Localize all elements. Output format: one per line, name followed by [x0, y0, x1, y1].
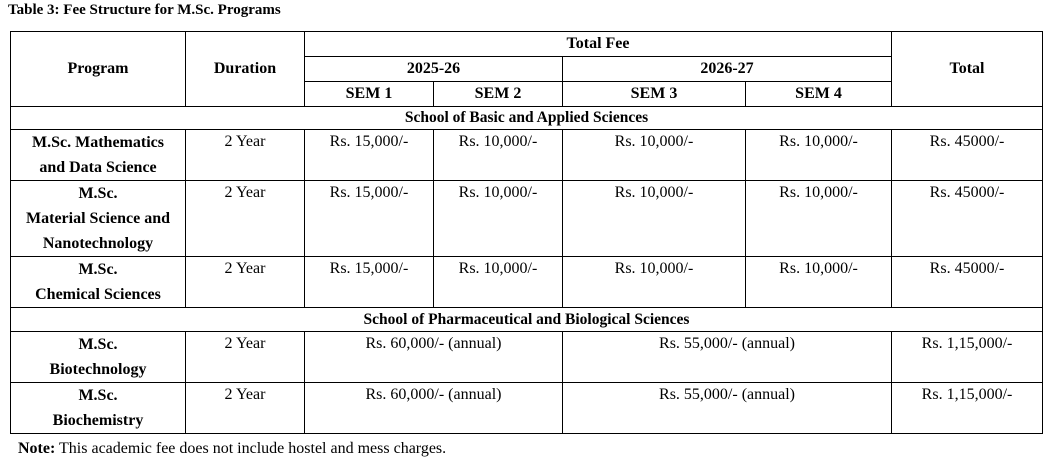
sem1-fee-cell: Rs. 15,000/- — [305, 130, 434, 181]
sem2-fee-cell: Rs. 10,000/- — [434, 257, 563, 308]
program-cell — [11, 383, 186, 434]
section-row — [11, 107, 1043, 130]
sem1-fee-cell: Rs. 15,000/- — [305, 257, 434, 308]
year2-fee-cell: Rs. 55,000/- (annual) — [563, 383, 892, 434]
total-fee-cell: Rs. 45000/- — [892, 130, 1043, 181]
total-fee-cell: Rs. 1,15,000/- — [892, 383, 1043, 434]
year2-fee-cell: Rs. 55,000/- (annual) — [563, 332, 892, 383]
program-name-line: Chemical Sciences — [35, 286, 161, 303]
duration-cell: 2 Year — [186, 383, 305, 434]
program-name-line: Material Science and — [26, 210, 170, 227]
program-cell — [11, 130, 186, 181]
total-fee-cell: Rs. 45000/- — [892, 181, 1043, 257]
program-name-line: Nanotechnology — [42, 235, 154, 252]
header-program: Program — [11, 32, 186, 107]
total-fee-cell: Rs. 1,15,000/- — [892, 332, 1043, 383]
sem2-fee-cell: Rs. 10,000/- — [434, 181, 563, 257]
program-name-line: M.Sc. Mathematics — [32, 134, 164, 151]
program-cell — [11, 257, 186, 308]
sem4-fee-cell: Rs. 10,000/- — [746, 130, 892, 181]
year1-fee-cell: Rs. 60,000/- (annual) — [305, 332, 563, 383]
sem3-fee-cell: Rs. 10,000/- — [563, 130, 746, 181]
program-cell — [11, 332, 186, 383]
header-sem2: SEM 2 — [434, 82, 563, 107]
program-name-line: and Data Science — [39, 159, 157, 176]
table-row — [11, 130, 1043, 181]
year1-fee-cell: Rs. 60,000/- (annual) — [305, 383, 563, 434]
program-name-line: M.Sc. — [78, 261, 118, 278]
duration-cell: 2 Year — [186, 130, 305, 181]
sem4-fee-cell: Rs. 10,000/- — [746, 257, 892, 308]
header-sem4: SEM 4 — [746, 82, 892, 107]
section-title-basic-applied: School of Basic and Applied Sciences — [11, 107, 1043, 130]
header-duration: Duration — [186, 32, 305, 107]
program-cell — [11, 181, 186, 257]
header-sem3: SEM 3 — [563, 82, 746, 107]
sem1-fee-cell: Rs. 15,000/- — [305, 181, 434, 257]
sem2-fee-cell: Rs. 10,000/- — [434, 130, 563, 181]
program-name-line: M.Sc. — [78, 336, 118, 353]
duration-cell: 2 Year — [186, 332, 305, 383]
header-year-2026-27: 2026-27 — [563, 57, 892, 82]
section-title-pharma-bio: School of Pharmaceutical and Biological Sciences — [11, 308, 1043, 332]
table-row — [11, 181, 1043, 257]
duration-cell: 2 Year — [186, 181, 305, 257]
table-row — [11, 257, 1043, 308]
program-name-line: M.Sc. — [78, 185, 118, 202]
note-label: Note: — [18, 440, 56, 457]
table-row — [11, 332, 1043, 383]
program-name-line: Biotechnology — [49, 361, 147, 378]
total-fee-cell: Rs. 45000/- — [892, 257, 1043, 308]
section-row — [11, 308, 1043, 332]
program-name-line: Biochemistry — [52, 412, 144, 429]
note-text: This academic fee does not include hostel and mess charges. — [55, 440, 447, 457]
sem3-fee-cell: Rs. 10,000/- — [563, 257, 746, 308]
header-sem1: SEM 1 — [305, 82, 434, 107]
table-caption: Table 3: Fee Structure for M.Sc. Programs — [8, 2, 281, 18]
table-note — [18, 440, 446, 458]
header-total-fee: Total Fee — [305, 32, 892, 57]
table-row — [11, 383, 1043, 434]
sem3-fee-cell: Rs. 10,000/- — [563, 181, 746, 257]
fee-structure-table — [10, 31, 1043, 434]
header-total: Total — [892, 32, 1043, 107]
header-year-2025-26: 2025-26 — [305, 57, 563, 82]
duration-cell: 2 Year — [186, 257, 305, 308]
sem4-fee-cell: Rs. 10,000/- — [746, 181, 892, 257]
program-name-line: M.Sc. — [78, 387, 118, 404]
